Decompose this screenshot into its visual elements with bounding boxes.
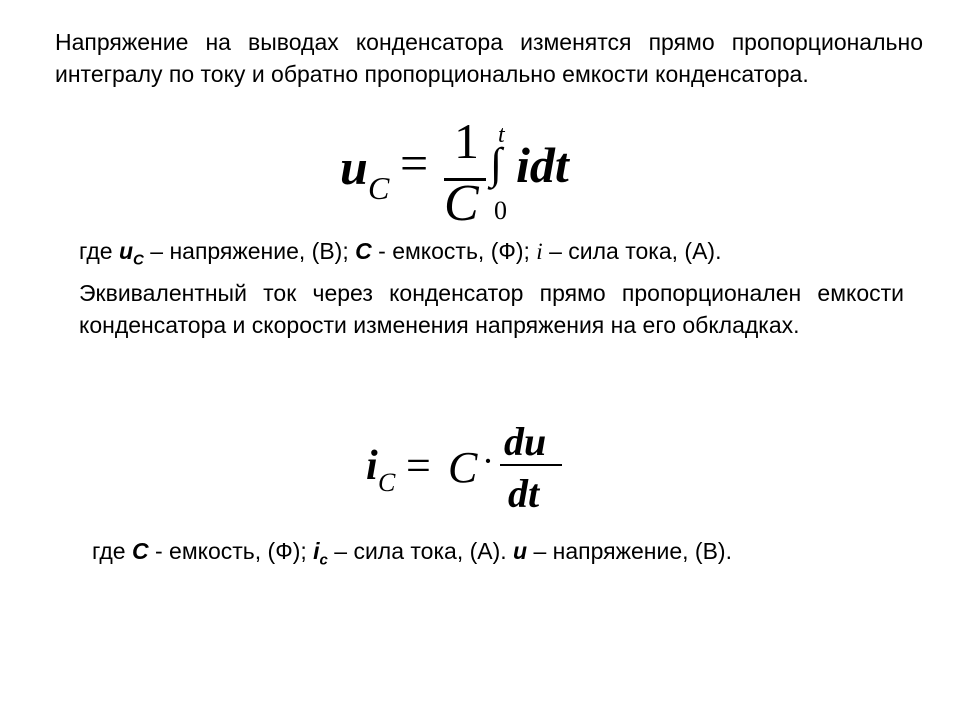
p3-ic-var: i xyxy=(313,538,320,564)
p2-text-4: – сила тока, (А). xyxy=(542,238,722,264)
p2-uc-sub: C xyxy=(133,251,144,269)
formula1-equals: = xyxy=(400,135,429,191)
formula1-lhs-var: u xyxy=(340,139,368,195)
integral-sign-icon: ∫ xyxy=(490,139,503,188)
formula2-definitions xyxy=(92,535,912,577)
formula1-lhs-sub: C xyxy=(368,170,390,206)
formula1-denominator: C xyxy=(444,175,479,232)
formula1-upper-limit: t xyxy=(498,122,505,148)
multiply-dot-icon: · xyxy=(482,441,494,481)
p2-equivalent-current-text: Эквивалентный ток через конденсатор прямо пропорционален емкости конденсатора и скорости изменения напряжения на его обкладках. xyxy=(79,279,904,338)
formula1-lower-limit: 0 xyxy=(494,196,507,225)
capacitor-current-formula xyxy=(360,420,580,520)
p2-text-3: - емкость, (Ф); xyxy=(371,238,537,264)
capacitor-voltage-formula xyxy=(330,113,590,232)
formula2-coef: C xyxy=(448,443,478,492)
p2-text-1: где xyxy=(79,238,119,264)
p3-ic-sub: c xyxy=(319,551,328,569)
formula1-integrand: idt xyxy=(516,137,569,193)
p2-text-2: – напряжение, (В); xyxy=(143,238,356,264)
p2-c-var: C xyxy=(355,238,372,264)
formula2-equals: = xyxy=(406,441,431,490)
formula2-lhs-var: i xyxy=(366,443,378,489)
definitions-paragraph xyxy=(79,235,904,341)
formula2-denominator: dt xyxy=(508,471,540,516)
p3-text-1: где xyxy=(92,538,132,564)
p3-text-2: - емкость, (Ф); xyxy=(148,538,314,564)
formula2-fraction-bar xyxy=(500,464,562,466)
formula2-numerator: du xyxy=(504,419,547,464)
p3-text-3: – сила тока, (А). xyxy=(327,538,514,564)
p2-i-var: i xyxy=(536,239,543,264)
p2-uc-var: u xyxy=(118,238,134,264)
formula1-numerator: 1 xyxy=(454,113,479,169)
intro-paragraph: Напряжение на выводах конденсатора изменятся прямо пропорционально интегралу по току и обратно пропорционально емкости конденсатора. xyxy=(55,29,923,87)
formula2-lhs-sub: C xyxy=(378,468,396,497)
p3-text-4: – напряжение, (В). xyxy=(527,538,732,564)
p3-c-var: C xyxy=(131,538,149,564)
p3-u-var: u xyxy=(513,538,528,564)
